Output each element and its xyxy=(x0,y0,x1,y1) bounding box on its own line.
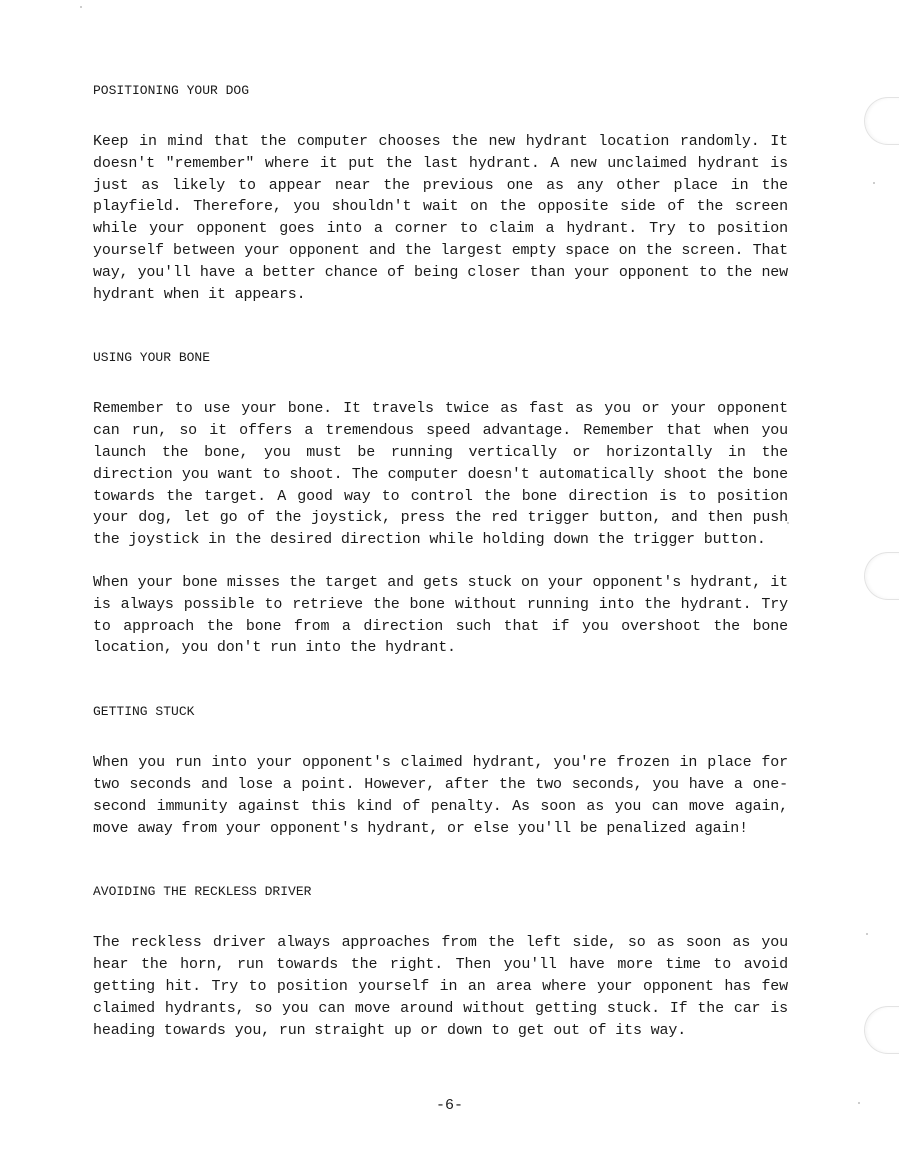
punch-hole-top xyxy=(864,97,899,145)
section-heading: POSITIONING YOUR DOG xyxy=(93,83,250,98)
section-getting-stuck xyxy=(93,701,788,839)
punch-hole-bottom xyxy=(864,1006,899,1054)
section-heading: USING YOUR BONE xyxy=(93,350,211,366)
scan-speck xyxy=(866,933,868,935)
section-heading: AVOIDING THE RECKLESS DRIVER xyxy=(93,884,312,900)
section-paragraph: The reckless driver always approaches from the left side, so as soon as you hear the horn, run towards the right. Then you'll have more time to avoid getting hit. Try to position yourself in an area where your opponent has few claimed hydrants, so you can move around without getting stuck. If the car is heading towards you, run straight up or down to get out of its way. xyxy=(93,934,788,1039)
section-using-your-bone xyxy=(93,347,788,659)
section-heading: GETTING STUCK xyxy=(93,704,195,720)
section-avoiding-the-reckless-driver xyxy=(93,881,788,1041)
page-number: -6- xyxy=(435,1097,463,1114)
section-paragraph: When you run into your opponent's claimed hydrant, you're frozen in place for two seconds and lose a point. However, after the two seconds, you have a one-second immunity against this kind of penalty. As soon as you can move again, move away from your opponent's hydrant, or else you'll be penalized again! xyxy=(93,754,788,837)
section-paragraph: Remember to use your bone. It travels twice as fast as you or your opponent can run, so it offers a tremendous speed advantage. Remember that when you launch the bone, you must be running vertically or horizontally in the direction you want to shoot. The computer doesn't automatically shoot the bone towards the target. A good way to control the bone direction is to position your dog, let go of the joystick, press the red trigger button, and then push the joystick in the desired direction while holding down the trigger button. xyxy=(93,400,788,549)
section-positioning-your-dog xyxy=(93,80,788,305)
scan-speck xyxy=(80,6,82,8)
section-paragraph: When your bone misses the target and gets stuck on your opponent's hydrant, it is always possible to retrieve the bone without running into the hydrant. Try to approach the bone from a direction such that if you overshoot the bone location, you don't run into the hydrant. xyxy=(93,573,788,657)
section-paragraph: Keep in mind that the computer chooses the new hydrant location randomly. It doesn't "remember" where it put the last hydrant. A new unclaimed hydrant is just as likely to appear near the previous one as any other place in the playfield. Therefore, you shouldn't wait on the opposite side of the screen while your opponent goes into a corner to claim a hydrant. Try to position yourself between your opponent and the largest empty space on the screen. That way, you'll have a better chance of being closer than your opponent to the new hydrant when it appears. xyxy=(93,133,788,303)
punch-hole-middle xyxy=(864,552,899,600)
document-body xyxy=(93,80,788,1041)
scan-speck xyxy=(873,182,875,184)
